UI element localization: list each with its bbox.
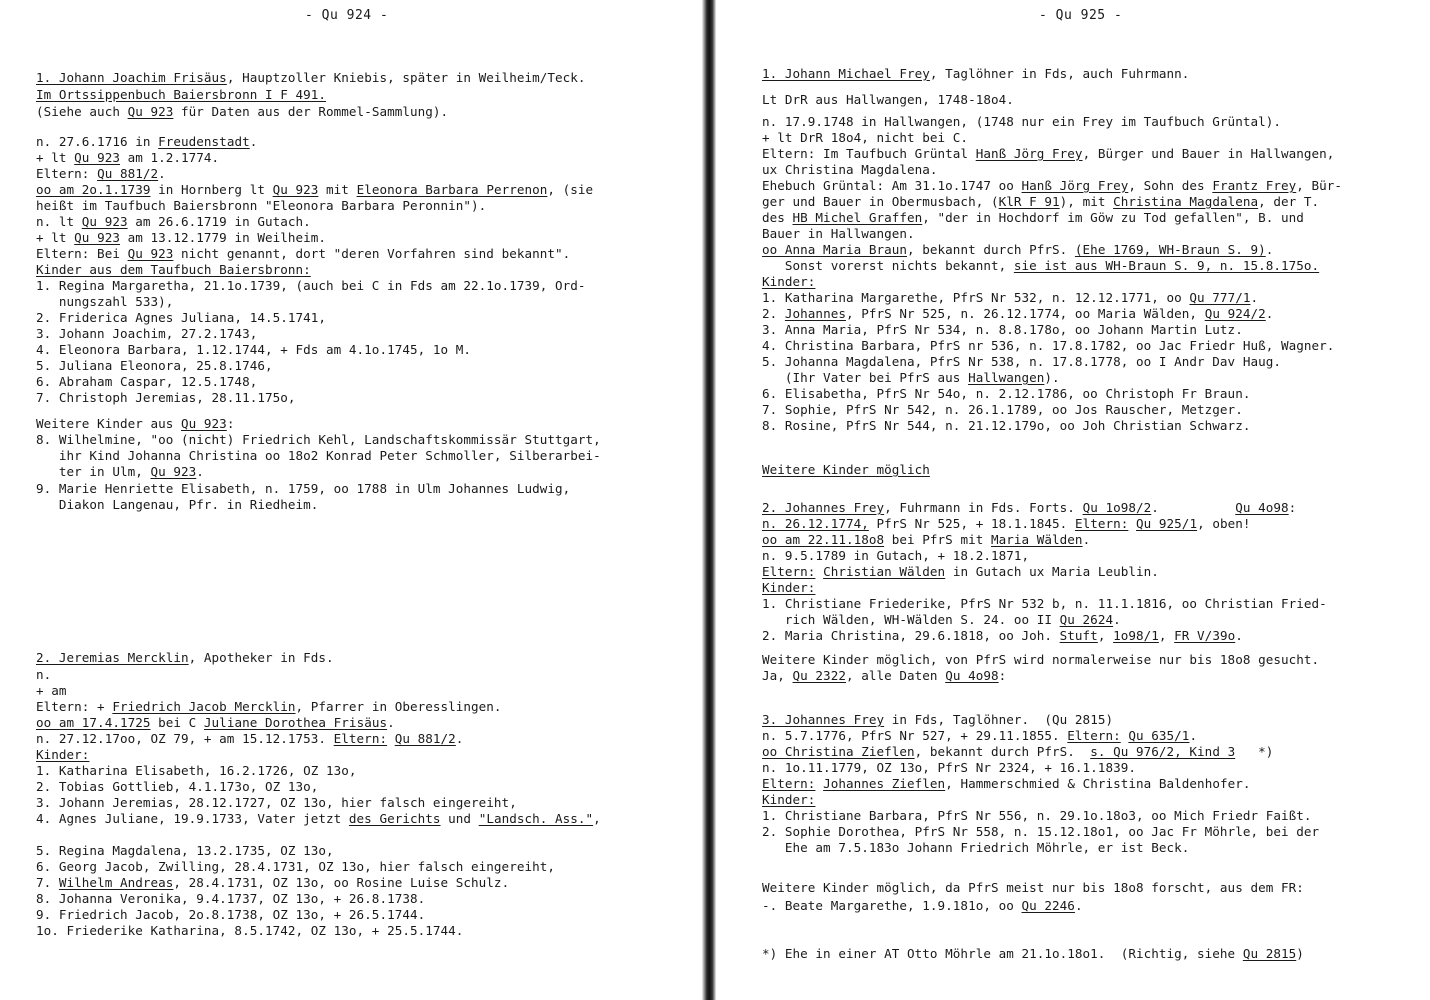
text-segment: 3. Johann Jeremias, 28.12.1727, OZ 13o, hier falsch eingereiht, [36,795,517,810]
text-segment: n. 1o.11.1779, OZ 13o, PfrS Nr 2324, + 16.1.1839. [762,760,1136,775]
text-segment: Eltern: + [36,699,113,714]
text-line [762,824,1319,840]
text-segment: 9. Marie Henriette Elisabeth, n. 1759, oo 1788 in Ulm Johannes Ludwig, [36,481,571,496]
underlined-text: Qu 2322 [792,668,846,683]
right-page [716,0,1430,1000]
underlined-text: Qu 924/2 [1204,306,1266,321]
underlined-text: Eltern: [333,731,388,746]
text-segment: Ehebuch Grüntal: Am 31.1o.1747 oo [762,178,1022,193]
text-segment [815,564,823,579]
text-line [762,744,1273,760]
underlined-text: Kinder aus dem Taufbuch Baiersbronn: [36,262,311,277]
text-segment: heißt im Taufbuch Baiersbronn "Eleonora Barbara Peronnin"). [36,198,487,213]
underlined-text: Johannes [784,306,846,321]
text-segment: 8. Johanna Veronika, 9.4.1737, OZ 13o, + 26.8.1738. [36,891,426,906]
underlined-text: Stuft [1059,628,1098,643]
text-segment: n. 27.6.1716 in [36,134,159,149]
text-segment: 4. Agnes Juliane, 19.9.1733, Vater jetzt [36,811,349,826]
text-segment: , Apotheker in Fds. [188,650,334,665]
underlined-text: Wilhelm Andreas [58,875,174,890]
text-segment: 6. Elisabetha, PfrS Nr 54o, n. 2.12.1786, oo Christoph Fr Braun. [762,386,1251,401]
text-segment: rich Wälden, WH-Wälden S. 24. oo II [762,612,1060,627]
text-segment: . [1235,628,1243,643]
underlined-text: Eltern: [762,776,816,791]
text-segment: 8. Rosine, PfrS Nr 544, n. 21.12.179o, oo Joh Christian Schwarz. [762,418,1251,433]
text-line [762,338,1334,354]
underlined-text: 3. Johannes Frey [762,712,885,727]
underlined-text: sie ist aus WH-Braun S. 9, n. 15.8.175o. [1013,258,1320,273]
text-segment: nungszahl 533), [36,294,174,309]
text-segment: Eltern: Im Taufbuch Grüntal [762,146,976,161]
text-line [762,210,1304,226]
text-segment: 1. Katharina Margarethe, PfrS Nr 532, n. 12.12.1771, oo [762,290,1190,305]
underlined-text: Eleonora Barbara Perrenon [356,182,548,197]
text-segment: + lt DrR 18o4, nicht bei C. [762,130,969,145]
text-line [36,70,586,86]
text-segment: -. Beate Margarethe, 1.9.181o, oo [762,898,1022,913]
text-line [762,946,1304,962]
text-segment: 3. Johann Joachim, 27.2.1743, [36,326,258,341]
text-line [36,374,257,390]
text-segment: , bekannt durch PfrS. [907,242,1075,257]
text-segment: : [998,668,1007,683]
text-line [36,811,601,827]
text-segment: ter in Ulm, [36,464,151,479]
text-segment: am 26.6.1719 in Gutach. [127,214,311,229]
text-line [36,278,586,294]
text-line [762,386,1250,402]
underlined-text: Qu 923 [181,416,227,431]
text-segment: *) Ehe in einer AT Otto Möhrle am 21.1o.18o1. (Richtig, siehe [762,946,1243,961]
underlined-text: Im Ortssippenbuch Baiersbronn I F 491. [36,87,327,102]
underlined-text: oo Christina Zieflen [762,744,915,759]
text-line [36,907,425,923]
text-line [36,731,463,747]
underlined-text: Hanß Jörg Frey [1021,178,1129,193]
text-line [762,162,938,178]
underlined-text: HB Michel Graffen [792,210,923,225]
text-segment: . [158,166,166,181]
underlined-text: 2. Johannes Frey [762,500,885,515]
underlined-text: Friedrich Jacob Mercklin [112,699,296,714]
underlined-text: Qu 777/1 [1189,290,1251,305]
text-line [762,808,1312,824]
text-line [36,923,463,939]
text-segment: 1. Regina Margaretha, 21.1o.1739, (auch bei C in Fds am 22.1o.1739, Ord- [36,278,586,293]
text-segment: in Fds, Taglöhner. (Qu 2815) [884,712,1114,727]
underlined-text: 2. Jeremias Mercklin [36,650,189,665]
underlined-text: oo am 22.11.18o8 [762,532,885,547]
text-line [36,87,326,103]
text-line [762,370,1060,386]
text-segment: ger und Bauer in Obermusbach, ( [762,194,999,209]
text-line [36,390,296,406]
text-segment: mit [318,182,357,197]
underlined-text: Hanß Jörg Frey [975,146,1083,161]
text-segment: , [1158,628,1175,643]
underlined-text: des Gerichts [348,811,441,826]
underlined-text: oo am 2o.1.1739 [36,182,151,197]
underlined-text: Qu 1o98/2 [1082,500,1152,515]
text-segment: Bauer in Hallwangen. [762,226,915,241]
text-segment: PfrS Nr 525, + 18.1.1845. [868,516,1075,531]
text-line [36,875,509,891]
text-line [36,747,89,763]
underlined-text: Qu 881/2 [97,166,159,181]
text-line [762,652,1319,668]
text-line [36,214,311,230]
text-line [762,532,1090,548]
underlined-text: 1o98/1 [1113,628,1159,643]
text-segment: , [1097,628,1114,643]
text-line [36,464,204,480]
text-segment: 7. [36,875,59,890]
text-line [762,194,1319,210]
text-segment: , PfrS Nr 525, n. 26.12.1774, oo Maria Wälden, [845,306,1205,321]
text-line [36,358,273,374]
text-line [762,580,815,596]
text-line [762,760,1136,776]
underlined-text: 1. Johann Michael Frey [762,66,930,81]
page-number: - Qu 924 - [305,8,389,23]
text-line [762,880,1304,896]
text-line [762,290,1258,306]
text-segment: , Sohn des [1128,178,1213,193]
underlined-text: Qu 923 [127,246,174,261]
text-line [36,230,326,246]
text-segment: . [455,731,464,746]
text-segment: , Bürger und Bauer in Hallwangen, [1082,146,1335,161]
text-segment: , Hauptzoller Kniebis, später in Weilheim/Teck. [226,70,586,85]
text-segment: + lt [36,150,75,165]
text-segment: am 1.2.1774. [119,150,220,165]
text-segment: bei PfrS mit [884,532,991,547]
text-line [36,795,517,811]
text-segment: 5. Johanna Magdalena, PfrS Nr 538, n. 17.8.1778, oo I Andr Dav Haug. [762,354,1281,369]
text-line [36,891,425,907]
underlined-text: Qu 923 [127,104,174,119]
text-segment: des [762,210,793,225]
text-segment: . [1265,242,1274,257]
text-line [36,262,311,278]
text-segment: ihr Kind Johanna Christina oo 18o2 Konrad Peter Schmoller, Silberarbei- [36,448,601,463]
text-segment: *) [1235,744,1274,759]
text-segment: in Hornberg lt [150,182,273,197]
text-segment: , bekannt durch PfrS. [914,744,1091,759]
text-line [762,402,1243,418]
underlined-text: Kinder: [762,792,816,807]
text-segment: ) [1296,946,1304,961]
text-segment: n. 9.5.1789 in Gutach, + 18.2.1871, [762,548,1030,563]
text-segment: : [226,416,235,431]
text-line [762,114,1281,130]
text-segment: . [196,464,204,479]
text-line [36,134,257,150]
text-segment: , (sie [547,182,594,197]
text-line [36,104,448,120]
text-segment: Eltern: Bei [36,246,128,261]
text-segment: Sonst vorerst nichts bekannt, [762,258,1014,273]
text-segment: 1o. Friederike Katharina, 8.5.1742, OZ 13o, + 25.5.1744. [36,923,464,938]
underlined-text: Qu 635/1 [1128,728,1190,743]
text-segment: + am [36,683,67,698]
book-gutter [702,0,716,1000]
underlined-text: Qu 2246 [1021,898,1075,913]
text-segment: n. 17.9.1748 in Hallwangen, (1748 nur ein Frey im Taufbuch Grüntal). [762,114,1281,129]
text-segment [387,731,395,746]
underlined-text: Eltern: [762,564,816,579]
text-segment: . [1151,500,1236,515]
underlined-text: Qu 2815 [1242,946,1297,961]
text-segment: 7. Christoph Jeremias, 28.11.175o, [36,390,296,405]
text-segment: Weitere Kinder möglich, da PfrS meist nur bis 18o8 forscht, aus dem FR: [762,880,1304,895]
underlined-text: Qu 4o98 [1235,500,1289,515]
text-line [762,712,1113,728]
text-line [762,792,815,808]
text-segment: für Daten aus der Rommel-Sammlung). [173,104,449,119]
text-line [762,92,1014,108]
text-segment: 2. Tobias Gottlieb, 4.1.173o, OZ 13o, [36,779,319,794]
text-segment: 7. Sophie, PfrS Nr 542, n. 26.1.1789, oo Jos Rauscher, Metzger. [762,402,1243,417]
text-segment: , Taglöhner in Fds, auch Fuhrmann. [929,66,1190,81]
underlined-text: oo am 17.4.1725 [36,715,151,730]
text-segment: Weitere Kinder möglich, von PfrS wird normalerweise nur bis 18o8 gesucht. [762,652,1320,667]
underlined-text: Juliane Dorothea Frisäus [203,715,388,730]
text-line [36,182,593,198]
text-segment: am 13.12.1779 in Weilheim. [119,230,327,245]
text-segment: n. 5.7.1776, PfrS Nr 527, + 29.11.1855. [762,728,1068,743]
text-line [36,310,326,326]
underlined-text: Freudenstadt [158,134,250,149]
text-segment: Ja, [762,668,793,683]
text-line [762,500,1296,516]
text-segment: , Bür- [1296,178,1343,193]
text-line [762,840,1189,856]
text-segment: 5. Juliana Eleonora, 25.8.1746, [36,358,273,373]
text-line [762,628,1243,644]
underlined-text: Kinder: [762,274,816,289]
underlined-text: Qu 881/2 [394,731,456,746]
text-segment: . [387,715,395,730]
text-line [762,274,815,290]
text-segment: 8. Wilhelmine, "oo (nicht) Friedrich Kehl, Landschaftskommissär Stuttgart, [36,432,601,447]
text-line [762,548,1029,564]
underlined-text: FR V/39o [1174,628,1236,643]
text-line [762,612,1121,628]
text-segment: in Gutach ux Maria Leublin. [945,564,1159,579]
underlined-text: Weitere Kinder möglich [762,462,930,477]
text-line [36,650,334,666]
text-line [762,354,1281,370]
text-line [36,715,395,731]
text-segment: , Pfarrer in Oberesslingen. [295,699,502,714]
text-line [762,178,1342,194]
underlined-text: Qu 923 [150,464,197,479]
text-line [36,448,601,464]
text-line [36,432,601,448]
underlined-text: Eltern: [1074,516,1129,531]
text-segment: . [1265,306,1274,321]
text-line [36,683,67,699]
text-segment: . [1113,612,1121,627]
text-line [36,699,502,715]
underlined-text: Qu 2624 [1059,612,1114,627]
underlined-text: n. 26.12.1774, [762,516,869,531]
text-segment: , 28.4.1731, OZ 13o, oo Rosine Luise Schulz. [173,875,510,890]
text-line [36,150,219,166]
underlined-text: oo Anna Maria Braun [762,242,908,257]
text-segment: nicht genannt, dort "deren Vorfahren sind bekannt". [173,246,571,261]
text-line [762,596,1327,612]
text-line [36,843,334,859]
text-segment: , "der in Hochdorf im Göw zu Tod gefallen", B. und [922,210,1304,225]
text-segment: , alle Daten [845,668,946,683]
underlined-text: Eltern: [1067,728,1121,743]
text-segment [815,776,823,791]
text-line [762,322,1243,338]
underlined-text: Qu 923 [74,230,120,245]
underlined-text: Qu 4o98 [945,668,999,683]
text-segment: 4. Eleonora Barbara, 1.12.1744, + Fds am 4.1o.1745, 1o M. [36,342,472,357]
text-segment: 2. Maria Christina, 29.6.1818, oo Joh. [762,628,1060,643]
text-line [36,294,173,310]
underlined-text: KlR F 91 [998,194,1060,209]
text-segment: 4. Christina Barbara, PfrS nr 536, n. 17.8.1782, oo Jac Friedr Huß, Wagner. [762,338,1335,353]
text-segment: 1. Katharina Elisabeth, 16.2.1726, OZ 13o, [36,763,357,778]
text-segment: n. lt [36,214,82,229]
text-segment: , Fuhrmann in Fds. Forts. [884,500,1083,515]
underlined-text: Kinder: [36,747,90,762]
underlined-text: Christina Magdalena [1113,194,1259,209]
text-line [36,763,357,779]
text-line [36,779,318,795]
text-line [762,668,1006,684]
underlined-text: "Landsch. Ass." [478,811,594,826]
text-segment: 9. Friedrich Jacob, 2o.8.1738, OZ 13o, + 26.5.1744. [36,907,426,922]
text-line [36,416,234,432]
text-segment: ), mit [1059,194,1114,209]
text-line [762,898,1083,914]
text-line [762,728,1197,744]
text-segment: , der T. [1258,194,1320,209]
text-segment: + lt [36,230,75,245]
text-line [762,516,1251,532]
text-segment: 2. Sophie Dorothea, PfrS Nr 558, n. 15.12.18o1, oo Jac Fr Möhrle, bei der [762,824,1320,839]
text-line [762,226,915,242]
text-segment: Lt DrR aus Hallwangen, 1748-18o4. [762,92,1014,107]
text-segment: ux Christina Magdalena. [762,162,938,177]
page-number: - Qu 925 - [1039,8,1123,23]
text-segment: Eltern: [36,166,98,181]
underlined-text: Maria Wälden [990,532,1083,547]
underlined-text: Qu 923 [74,150,120,165]
text-segment: ). [1044,370,1060,385]
text-segment: 2. [762,306,785,321]
text-line [762,66,1189,82]
underlined-text: Qu 923 [272,182,319,197]
text-segment: (Ihr Vater bei PfrS aus [762,370,969,385]
text-line [762,776,1251,792]
text-line [762,418,1250,434]
text-line [36,246,570,262]
text-segment [1128,516,1136,531]
text-line [36,667,51,683]
underlined-text: Qu 923 [81,214,128,229]
text-line [762,258,1319,274]
text-line [36,497,318,513]
text-segment: n. [36,667,52,682]
text-segment: , oben! [1197,516,1251,531]
text-segment: . [1250,290,1259,305]
text-line [762,564,1159,580]
text-segment: n. 27.12.17oo, OZ 79, + am 15.12.1753. [36,731,334,746]
underlined-text: Hallwangen [968,370,1045,385]
underlined-text: s. Qu 976/2, Kind 3 [1090,744,1236,759]
underlined-text: Kinder: [762,580,816,595]
text-segment: 6. Georg Jacob, Zwilling, 28.4.1731, OZ 13o, hier falsch eingereiht, [36,859,555,874]
text-line [36,859,555,875]
text-segment: . [1082,532,1091,547]
underlined-text: (Ehe 1769, WH-Braun S. 9) [1074,242,1266,257]
text-segment: 1. Christiane Friederike, PfrS Nr 532 b, n. 11.1.1816, oo Christian Fried- [762,596,1327,611]
text-segment: Diakon Langenau, Pfr. in Riedheim. [36,497,319,512]
text-segment: bei C [150,715,204,730]
underlined-text: Christian Wälden [823,564,946,579]
text-segment: . [1074,898,1083,913]
text-segment: 3. Anna Maria, PfrS Nr 534, n. 8.8.178o, oo Johann Martin Lutz. [762,322,1243,337]
text-line [36,481,570,497]
text-line [762,306,1273,322]
text-line [762,242,1273,258]
text-line [762,146,1334,162]
text-segment: 1. Christiane Barbara, PfrS Nr 556, n. 29.1o.18o3, oo Mich Friedr Faißt. [762,808,1312,823]
underlined-text: Qu 925/1 [1136,516,1198,531]
left-page [0,0,702,1000]
text-segment: 5. Regina Magdalena, 13.2.1735, OZ 13o, [36,843,334,858]
text-line [36,342,471,358]
text-line [36,166,166,182]
text-segment: 6. Abraham Caspar, 12.5.1748, [36,374,258,389]
underlined-text: Johannes Zieflen [823,776,946,791]
text-line [36,326,257,342]
text-segment: . [1189,728,1198,743]
text-segment: . [249,134,258,149]
underlined-text: 1. Johann Joachim Frisäus [36,70,227,85]
text-segment: : [1288,500,1297,515]
text-line [36,198,486,214]
text-segment: , Hammerschmied & Christina Baldenhofer. [945,776,1251,791]
text-segment: und [440,811,479,826]
text-segment: Ehe am 7.5.183o Johann Friedrich Möhrle, er ist Beck. [762,840,1190,855]
text-line [762,130,968,146]
text-line [762,462,930,478]
text-segment: (Siehe auch [36,104,128,119]
text-segment: Weitere Kinder aus [36,416,182,431]
underlined-text: Frantz Frey [1212,178,1297,193]
text-segment: , [593,811,601,826]
text-segment: 2. Friderica Agnes Juliana, 14.5.1741, [36,310,327,325]
